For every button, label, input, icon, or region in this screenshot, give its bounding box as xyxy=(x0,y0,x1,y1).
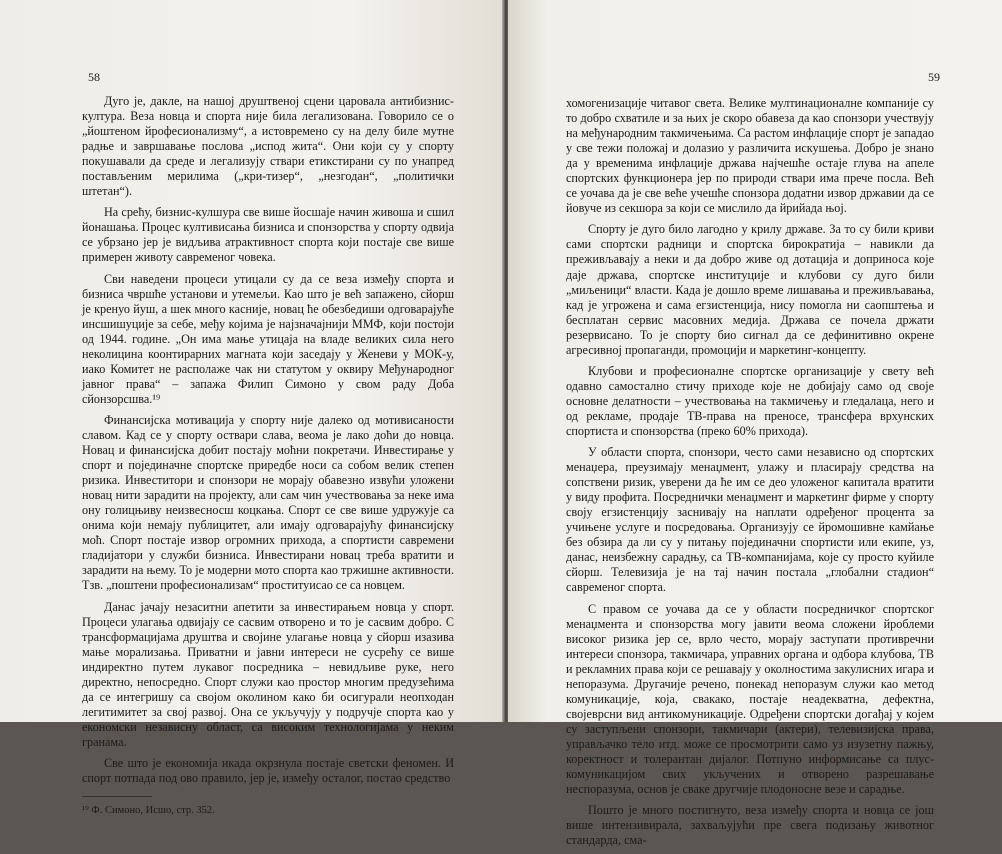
paragraph: Спорту је дуго било лагодно у крилу државе. За то су били криви сами спортски радници и спортска бирократија – навикли да преживљавају а неки и да добро живе од дотација и доприноса које даје држава, спортске институције и клубови су дуго били „миљеници“ власти. Када је дошло време лишавања и преживљавања, кад је угрожена и сама егзистенција, нису помогла ни саопштења и бесплатан сервис масовних медија. Држава се почела држати резервисано. То је спорту био сигнал да се дефинитивно окрене агресивној пропаганди, промоцији и маркетинг-концепту. xyxy=(566,222,934,357)
paragraph: Сви наведени процеси утицали су да се веза између спорта и бизниса чвршће установи и утемељи. Као што је већ запажено, сйорш је кренуо йуш, а шек много касније, новац ће обезбедиши одговарајуће инсшишуције за себе, међу којима је најзначајнији ММФ, који постоји од 1944. године. „Он има мање утицаја на владе великих сила него неколицина коонтирарних магната који заседају у Женеви у МОК-у, иако Комитет не располаже чак ни статутом у оквиру Међународног јавног права“ – запажа Филип Симоно у свом раду Доба сйонзорсшва.¹⁹ xyxy=(82,271,454,406)
paragraph: Дуго је, дакле, на нашој друштвеној сцени царовала антибизнис-култура. Веза новца и спорта није била легализована. Говорило се о „йоштеном йрофесионализму“, а истовремено су на делу биле мутне радње и завршавање послова „испод жита“. Они који су у спорту покушавали да среде и легализују ствари етикстирани су по унапред постављеним мерилима („кри-тизер“, „незгодан“, „политички штетан“). xyxy=(82,94,454,199)
page-number-right: 59 xyxy=(928,70,940,84)
paragraph: На срећу, бизнис-кулшура све више йосшаје начин живоша и сшил йонашања. Процес култивисања бизниса и спонзорства у спорту одвија се убрзано јер је видљива атрактивност спорта који постаје све више примерен животу савременог човека. xyxy=(82,205,454,265)
paragraph: С правом се уочава да се у области посредничког спортског менаџмента и спонзорства могу јавити веома сложени йроблеми високог ризика јер се, врло често, морају заступати противречни интереси спонзора, такмичара, управних органа и одбора клубова, ТВ и рекламних права који се решавају у околностима закулисних игара и непоразума. Другачије речено, понекад непоразум служи као метод комуникације, која, свакако, постаје неадекватна, дефектна, својеврсни вид антикомуникације. Одређени спортски догађај у којем су заступљени спонзори, такмичари (актери), телевизијска права, управљачко тело итд. може се просмотрити само уз изузетну пажњу, коректност и толерантан дијалог. Потпуно информисање са плус-комуникацијом свих укључених и отворено разрешавање неспоразума, основ је сваке другчије плодоносне везе и сарадње. xyxy=(566,601,934,797)
paragraph: хомогенизације читавог света. Велике мултинационалне компаније су то добро схватиле и за њих је скоро обавеза да као спонзори учествују на међународним такмичењима. Са растом инфлације спорт је западао у све тежи положај и долазио у различита искушења. Добро је знано да у временима инфлације држава најчешће остаје глува на апеле спортских функционера јер по природи ствари има прече посла. Већ се уочава да је све веће учешће спонзора додатни извор државии да се йовуче из секшора за који се мислило да йрийада њој. xyxy=(566,96,934,216)
paragraph: Пошто је много постигнуто, веза између спорта и новца се још више интензивирала, захваљујући пре свега подизању животног стандарда, сма- xyxy=(566,803,934,848)
footnote-rule xyxy=(82,796,152,797)
left-page xyxy=(0,0,504,817)
paragraph: Финансијска мотивација у спорту није далеко од мотивисаности славом. Кад се у спорту оствари слава, веома је лако доћи до новца. Новац и финансијска добит постају моћни покретачи. Инвестирање у спорт и појединачне спортске приредбе носи са собом велик степен ризика. Инвеститори и спонзори не морају обавезно извући уложени новац нити зарадити на пројекту, али сам чин учествовања за неке има ону голицњиву неизвесносш коцкања. Спорт се све више удружује са онима који немају публицитет, али имају одговарајућу финансијску моћ. Спорт постаје извор огромних прихода, а спортисти савремени гладијатори у служби бизниса. Инвестирани новац треба вратити и зарадити на њему. То је модерни мото спорта као тржишне активности. Тзв. „поштени професионализам“ проституисао се са новцем. xyxy=(82,412,454,593)
paragraph: У области спорта, спонзори, често сами независно од спортских менаџера, преузимају менаџмент, улажу и пласирају средства на сопствени ризик, уверени да ће им се део уложеног капитала вратити у виду профита. Посреднички менаџмент и маркетинг фирме у спорту своју егзистенцију заснивају на наплати одређеног процента за учињене услуге и посредовања. Организују се йромошивне камйање без обзира да ли су у питању појединачни спортисти или екипе, уз, данас, неизбежну сарадњу, са ТВ-компанијама, које су просто куйиле сйорш. Телевизија је на тај начин постала „глобални стадион“ савременог спорта. xyxy=(566,445,934,595)
paragraph: Клубови и професионалне спортске организације у свету већ одавно самостално стичу приходе које не добијају само од своје основне делатности – учествовања на такмичењу и гледалаца, него и од рекламе, продаје ТВ-права на преносе, трансфера врхунских спортиста и спонзорства (преко 60% прихода). xyxy=(566,363,934,438)
paragraph: Данас јачају незаситни апетити за инвестирањем новца у спорт. Процеси улагања одвијају се сасвим отворено и то је сасвим добро. С трансформацијама друштва и својине улагање новца у сйорш изазива мање морализања. Приватни и јавни интереси не сусрећу се више индиректно путем лукавог посредника – невидљиве руке, него директно, непосредно. Спорт служи као простор многим предузећима да се интегришу са својом околином како би осигурали неопходан легитимитет за свој развој. Она се укључују у подручје спорта као у економски независну област, са високим технологијама у неким гранама. xyxy=(82,599,454,749)
paragraph: Све што је економија икада окрзнула постаје светски феномен. И спорт потпада под ово правило, јер је, између осталог, постао средство xyxy=(82,755,454,786)
left-page-body xyxy=(82,94,454,824)
footnote: ¹⁹ Ф. Симоно, Исшо, стр. 352. xyxy=(82,805,215,817)
right-page-body xyxy=(566,96,934,854)
right-page xyxy=(508,0,1002,848)
page-number-left: 58 xyxy=(88,70,100,84)
